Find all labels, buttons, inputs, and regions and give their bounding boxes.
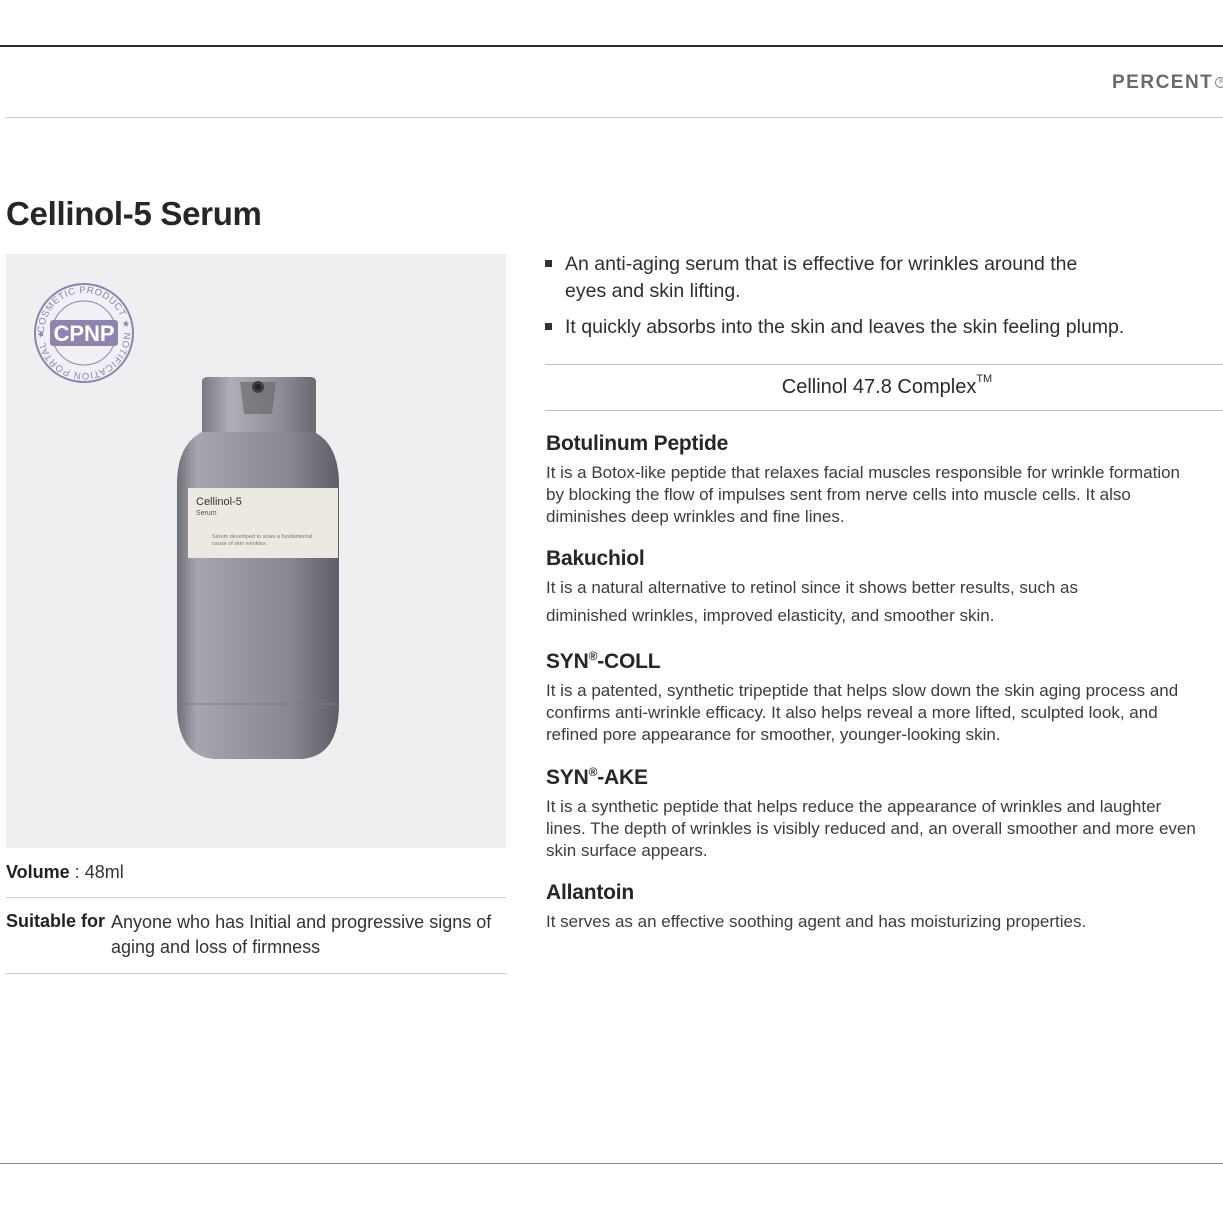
- registered-mark: ®: [1215, 77, 1223, 88]
- bottle-label-sub: Serum: [196, 510, 217, 517]
- bottle-label-name: Cellinol-5: [196, 496, 242, 508]
- complex-name: Cellinol 47.8 Complex: [781, 376, 977, 398]
- complex-divider: [545, 364, 1223, 365]
- trademark-mark: TM: [976, 373, 993, 385]
- cpnp-badge-icon: [33, 282, 135, 384]
- ingredient-name-post: -COLL: [597, 650, 661, 673]
- product-image: [6, 254, 506, 848]
- brand-name: PERCENT: [1112, 72, 1214, 93]
- bottle-label-desc: Serum developed to solve a fundamental cause of skin wrinkles.: [212, 534, 312, 547]
- suitable-row: [6, 911, 506, 960]
- volume-label: Volume: [6, 862, 70, 882]
- ingredient-item: [546, 649, 1201, 746]
- suitable-value: Anyone who has Initial and progressive signs of aging and loss of firmness: [111, 912, 492, 957]
- bottle-graphic: [174, 374, 342, 764]
- ingredient-list: [546, 432, 1201, 952]
- ingredient-name: Bakuchiol: [546, 547, 645, 570]
- ingredient-desc: It serves as an effective soothing agent and has moisturizing properties.: [546, 912, 1087, 931]
- ingredient-item: [546, 547, 1201, 630]
- ingredient-desc: It is a synthetic peptide that helps reduce the appearance of wrinkles and laughter lines. The depth of wrinkles is visibly reduced and, an overall smoother and more even skin surface appears.: [546, 797, 1196, 860]
- ingredient-item: [546, 881, 1201, 933]
- feature-text: It quickly absorbs into the skin and leaves the skin feeling plump.: [565, 316, 1125, 338]
- top-divider: [0, 45, 1223, 47]
- ingredient-name-post: -AKE: [597, 766, 648, 789]
- ingredient-desc: It is a natural alternative to retinol since it shows better results, such as diminished wrinkles, improved elasticity, and smoother skin.: [546, 578, 1078, 625]
- ingredient-item: [546, 765, 1201, 862]
- spec-divider: [6, 897, 506, 898]
- feature-item: [545, 314, 1185, 341]
- product-title: Cellinol-5 Serum: [6, 195, 262, 232]
- ingredient-name: Botulinum Peptide: [546, 432, 729, 455]
- registered-mark: ®: [588, 649, 598, 663]
- feature-list: [545, 251, 1185, 350]
- volume-row: Volume : 48ml: [6, 862, 124, 882]
- bottle-label: [188, 488, 338, 558]
- spec-divider: [6, 973, 506, 974]
- brand-logo: [1112, 72, 1223, 94]
- feature-text: An anti-aging serum that is effective for wrinkles around the eyes and skin lifting.: [565, 253, 1078, 302]
- ingredient-name: [546, 765, 1201, 790]
- header-divider: [6, 117, 1223, 118]
- complex-divider: [545, 410, 1223, 411]
- ingredient-desc: It is a Botox-like peptide that relaxes facial muscles responsible for wrinkle formation by blocking the flow of impulses sent from nerve cells into muscle cells. It also diminishes deep wrinkles and fine lines.: [546, 463, 1181, 526]
- badge-ring-text: COSMETIC PRODUCT ★ NOTIFICATION PORTAL ★: [35, 284, 133, 382]
- volume-value: 48ml: [84, 862, 124, 882]
- bottom-divider: [0, 1163, 1223, 1164]
- feature-item: [545, 251, 1185, 305]
- ingredient-name: Allantoin: [546, 881, 635, 904]
- registered-mark: ®: [588, 765, 598, 779]
- ingredient-name-pre: SYN: [546, 650, 589, 673]
- ingredient-name-pre: SYN: [546, 766, 589, 789]
- badge-text: CPNP: [53, 321, 115, 346]
- serum-bottle: [174, 374, 342, 764]
- ingredient-desc: It is a patented, synthetic tripeptide that helps slow down the skin aging process and confirms anti-wrinkle efficacy. It also helps reveal a more lifted, sculpted look, and refined pore appearance for smoother, younger-looking skin.: [546, 681, 1179, 744]
- suitable-label: Suitable for: [6, 911, 106, 931]
- complex-heading: [545, 373, 1223, 399]
- ingredient-name: [546, 649, 1201, 674]
- ingredient-item: [546, 432, 1201, 528]
